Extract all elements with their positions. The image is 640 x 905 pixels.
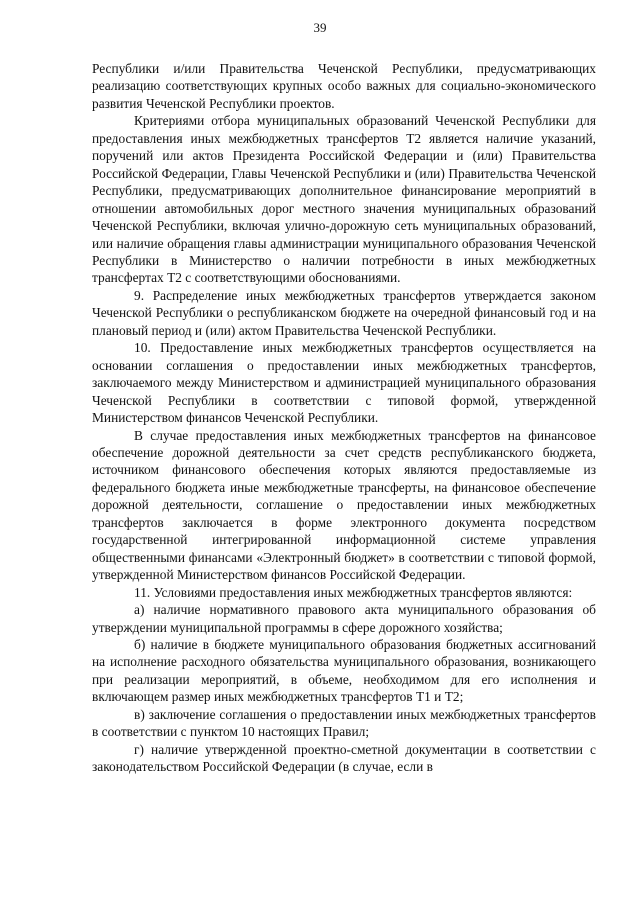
list-item-g: г) наличие утвержденной проектно-сметной документации в соответствии с законодательством Российской Федерации (в случае, если в bbox=[92, 741, 596, 775]
list-item-a: а) наличие нормативного правового акта муниципального образования об утверждении муниципальной программы в сфере дорожного хозяйства; bbox=[92, 602, 596, 635]
paragraph-continuation: Республики и/или Правительства Чеченской Республики, предусматривающих реализацию соответствующих крупных особо важных для социально-экономического развития Чеченской Республики проектов. bbox=[92, 61, 596, 111]
paragraph-clause-11: 11. Условиями предоставления иных межбюджетных трансфертов являются: bbox=[134, 584, 573, 600]
paragraph-electronic-budget: В случае предоставления иных межбюджетных трансфертов на финансовое обеспечение дорожной деятельности за счет средств республиканского бюджета, источником финансового обеспечения которых являются предоставляемые из федерального бюджета иные межбюджетные трансферты, на финансовое обеспечение дорожной деятельности, соглашение о предоставлении иных межбюджетных трансфертов заключается в форме электронного документа посредством государственной интегрированной информационной системе управления общественными финансами «Электронный бюджет» в соответствии с типовой формой, утвержденной Министерством финансов Российской Федерации. bbox=[92, 427, 596, 583]
document-body bbox=[92, 60, 596, 776]
page-number: 39 bbox=[313, 20, 327, 35]
list-item-b: б) наличие в бюджете муниципального образования бюджетных ассигнований на исполнение расходного обязательства муниципального образования, возникающего при реализации мероприятий, в объеме, необходимом для его исполнения и включающем размер иных межбюджетных трансфертов Т1 и Т2; bbox=[92, 636, 596, 705]
paragraph-clause-10: 10. Предоставление иных межбюджетных трансфертов осуществляется на основании соглашения о предоставлении иных межбюджетных трансфертов, заключаемого между Министерством и администрацией муниципального образования Чеченской Республики в соответствии с типовой формой, утвержденной Министерством финансов Чеченской Республики. bbox=[92, 340, 596, 426]
list-item-v: в) заключение соглашения о предоставлении иных межбюджетных трансфертов в соответствии с пунктом 10 настоящих Правил; bbox=[92, 706, 596, 740]
paragraph-selection-criteria: Критериями отбора муниципальных образований Чеченской Республики для предоставления иных межбюджетных трансфертов Т2 является наличие указаний, поручений или актов Президента Российской Федерации и (или) Правительства Российской Федерации, Главы Чеченской Республики и (или) Правительства Чеченской Республики, предусматривающих дополнительное финансирование мероприятий в отношении автомобильных дорог местного значения муниципальных образований Чеченской Республики, включая улично-дорожную сеть муниципальных образований, или наличие обращения главы администрации муниципального образования Чеченской Республики в Министерство о наличии потребности в иных межбюджетных трансфертах Т2 с соответствующими обоснованиями. bbox=[92, 113, 596, 286]
paragraph-clause-9: 9. Распределение иных межбюджетных трансфертов утверждается законом Чеченской Республики о республиканском бюджете на очередной финансовый год и на плановый период и (или) актом Правительства Чеченской Республики. bbox=[92, 287, 596, 338]
